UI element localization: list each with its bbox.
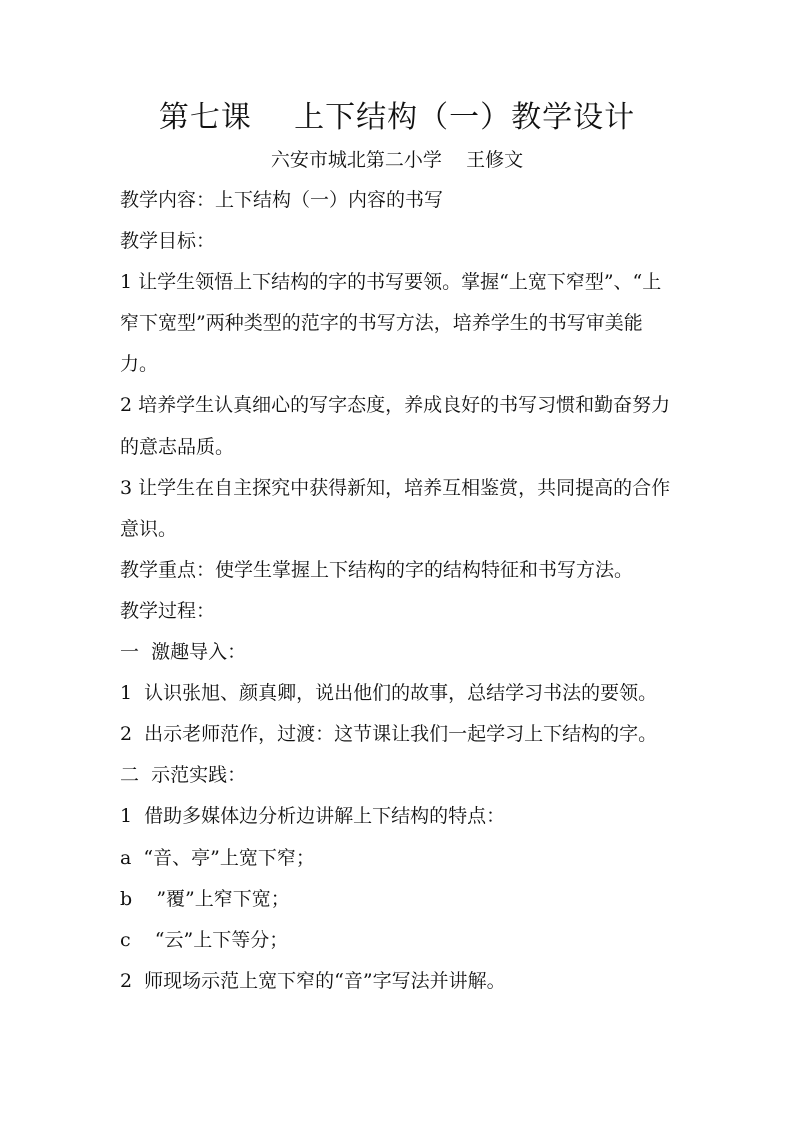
body-line: c “云”上下等分；	[120, 928, 289, 951]
body-line: 教学目标：	[120, 230, 216, 253]
body-line: a “音、亭”上宽下窄；	[120, 846, 315, 869]
body-line: 2 培养学生认真细心的写字态度，养成良好的书写习惯和勤奋努力	[120, 394, 671, 417]
body-line: 1 借助多媒体边分析边讲解上下结构的特点：	[120, 805, 506, 828]
document-body	[120, 180, 680, 1002]
body-line: 窄下宽型”两种类型的范字的书写方法，培养学生的书写审美能	[120, 312, 643, 335]
body-line: 2 出示老师范作，过渡：这节课让我们一起学习上下结构的字。	[120, 723, 658, 746]
body-line: 二 示范实践：	[120, 764, 247, 787]
body-line: 的意志品质。	[120, 435, 235, 458]
body-line: b ”覆”上窄下宽；	[120, 887, 290, 910]
body-line: 2 师现场示范上宽下窄的“音”字写法并讲解。	[120, 969, 506, 992]
body-line: 教学过程：	[120, 599, 216, 622]
body-line: 3 让学生在自主探究中获得新知，培养互相鉴赏，共同提高的合作	[120, 476, 671, 499]
body-line: 一 激趣导入：	[120, 641, 247, 664]
document-subtitle: 六安市城北第二小学 王修文	[270, 149, 524, 171]
body-line: 1 让学生领悟上下结构的字的书写要领。掌握“上宽下窄型”、“上	[120, 271, 662, 294]
body-line: 意识。	[120, 517, 178, 540]
body-line: 1 认识张旭、颜真卿，说出他们的故事，总结学习书法的要领。	[120, 682, 658, 705]
document-title: 第七课 上下结构（一）教学设计	[158, 100, 636, 135]
body-line: 教学重点：使学生掌握上下结构的字的结构特征和书写方法。	[120, 558, 634, 581]
body-line: 教学内容：上下结构（一）内容的书写	[120, 189, 444, 211]
body-line: 力。	[120, 353, 159, 376]
